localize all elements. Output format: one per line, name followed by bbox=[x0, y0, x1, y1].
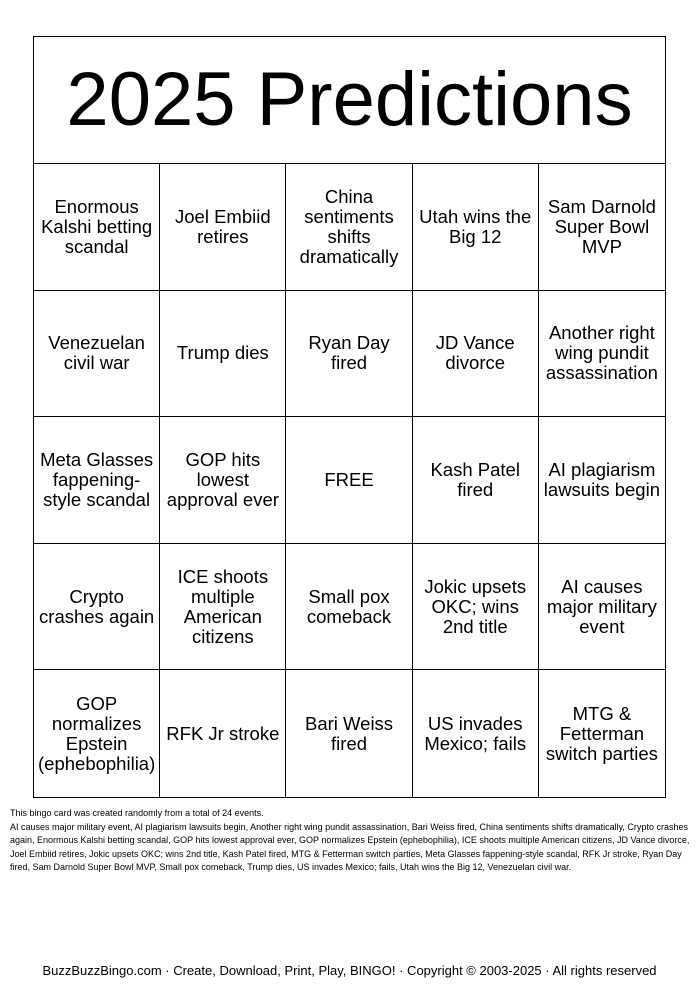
card-description bbox=[10, 807, 690, 875]
bingo-cell: Small pox comeback bbox=[286, 544, 412, 671]
bingo-grid bbox=[34, 164, 665, 797]
bingo-cell: US invades Mexico; fails bbox=[413, 670, 539, 797]
bingo-cell: Trump dies bbox=[160, 291, 286, 418]
bingo-cell: Crypto crashes again bbox=[34, 544, 160, 671]
bingo-cell: Ryan Day fired bbox=[286, 291, 412, 418]
bingo-cell: JD Vance divorce bbox=[413, 291, 539, 418]
bingo-cell: Kash Patel fired bbox=[413, 417, 539, 544]
bingo-cell: Sam Darnold Super Bowl MVP bbox=[539, 164, 665, 291]
copyright-footer: BuzzBuzzBingo.com · Create, Download, Print, Play, BINGO! · Copyright © 2003-2025 · All rights reserved bbox=[42, 963, 657, 978]
bingo-cell: China sentiments shifts dramatically bbox=[286, 164, 412, 291]
bingo-cell: Bari Weiss fired bbox=[286, 670, 412, 797]
bingo-cell: Jokic upsets OKC; wins 2nd title bbox=[413, 544, 539, 671]
card-title: 2025 Predictions bbox=[66, 57, 633, 142]
bingo-cell: MTG & Fetterman switch parties bbox=[545, 702, 658, 764]
bingo-cell: Enormous Kalshi betting scandal bbox=[34, 164, 160, 291]
bingo-cell: ICE shoots multiple American citizens bbox=[160, 544, 286, 671]
bingo-cell: Another right wing pundit assassination bbox=[539, 291, 665, 418]
bingo-cell: Venezuelan civil war bbox=[34, 291, 160, 418]
description-event-list: AI causes major military event, AI plagiarism lawsuits begin, Another right wing pundit assassination, Bari Weiss fired, China sentiments shifts dramatically, Crypto crashes again, Enormous Kalshi betting scandal, GOP hits lowest approval ever, GOP normalizes Epstein (ephebophilia), ICE shoots multiple American citizens, JD Vance divorce, Joel Embiid retires, Jokic upsets OKC; wins 2nd title, Kash Patel fired, MTG & Fetterman switch parties, Meta Glasses fappening-style scandal, RFK Jr stroke, Ryan Day fired, Sam Darnold Super Bowl MVP, Small pox comeback, Trump dies, US invades Mexico; fails, Utah wins the Big 12, Venezuelan civil war. bbox=[10, 821, 690, 872]
bingo-cell: GOP hits lowest approval ever bbox=[160, 417, 286, 544]
bingo-cell: RFK Jr stroke bbox=[160, 670, 286, 797]
free-space-cell: FREE bbox=[286, 417, 412, 544]
bingo-cell: AI causes major military event bbox=[539, 544, 665, 671]
bingo-cell: Meta Glasses fappening-style scandal bbox=[34, 417, 160, 544]
title-box bbox=[34, 37, 665, 164]
bingo-card bbox=[33, 36, 666, 798]
bingo-cell: Joel Embiid retires bbox=[160, 164, 286, 291]
bingo-cell: Utah wins the Big 12 bbox=[413, 164, 539, 291]
bingo-cell: GOP normalizes Epstein (ephebophilia) bbox=[34, 670, 160, 797]
bingo-cell: AI plagiarism lawsuits begin bbox=[539, 417, 665, 544]
description-intro: This bingo card was created randomly from a total of 24 events. bbox=[10, 808, 264, 818]
